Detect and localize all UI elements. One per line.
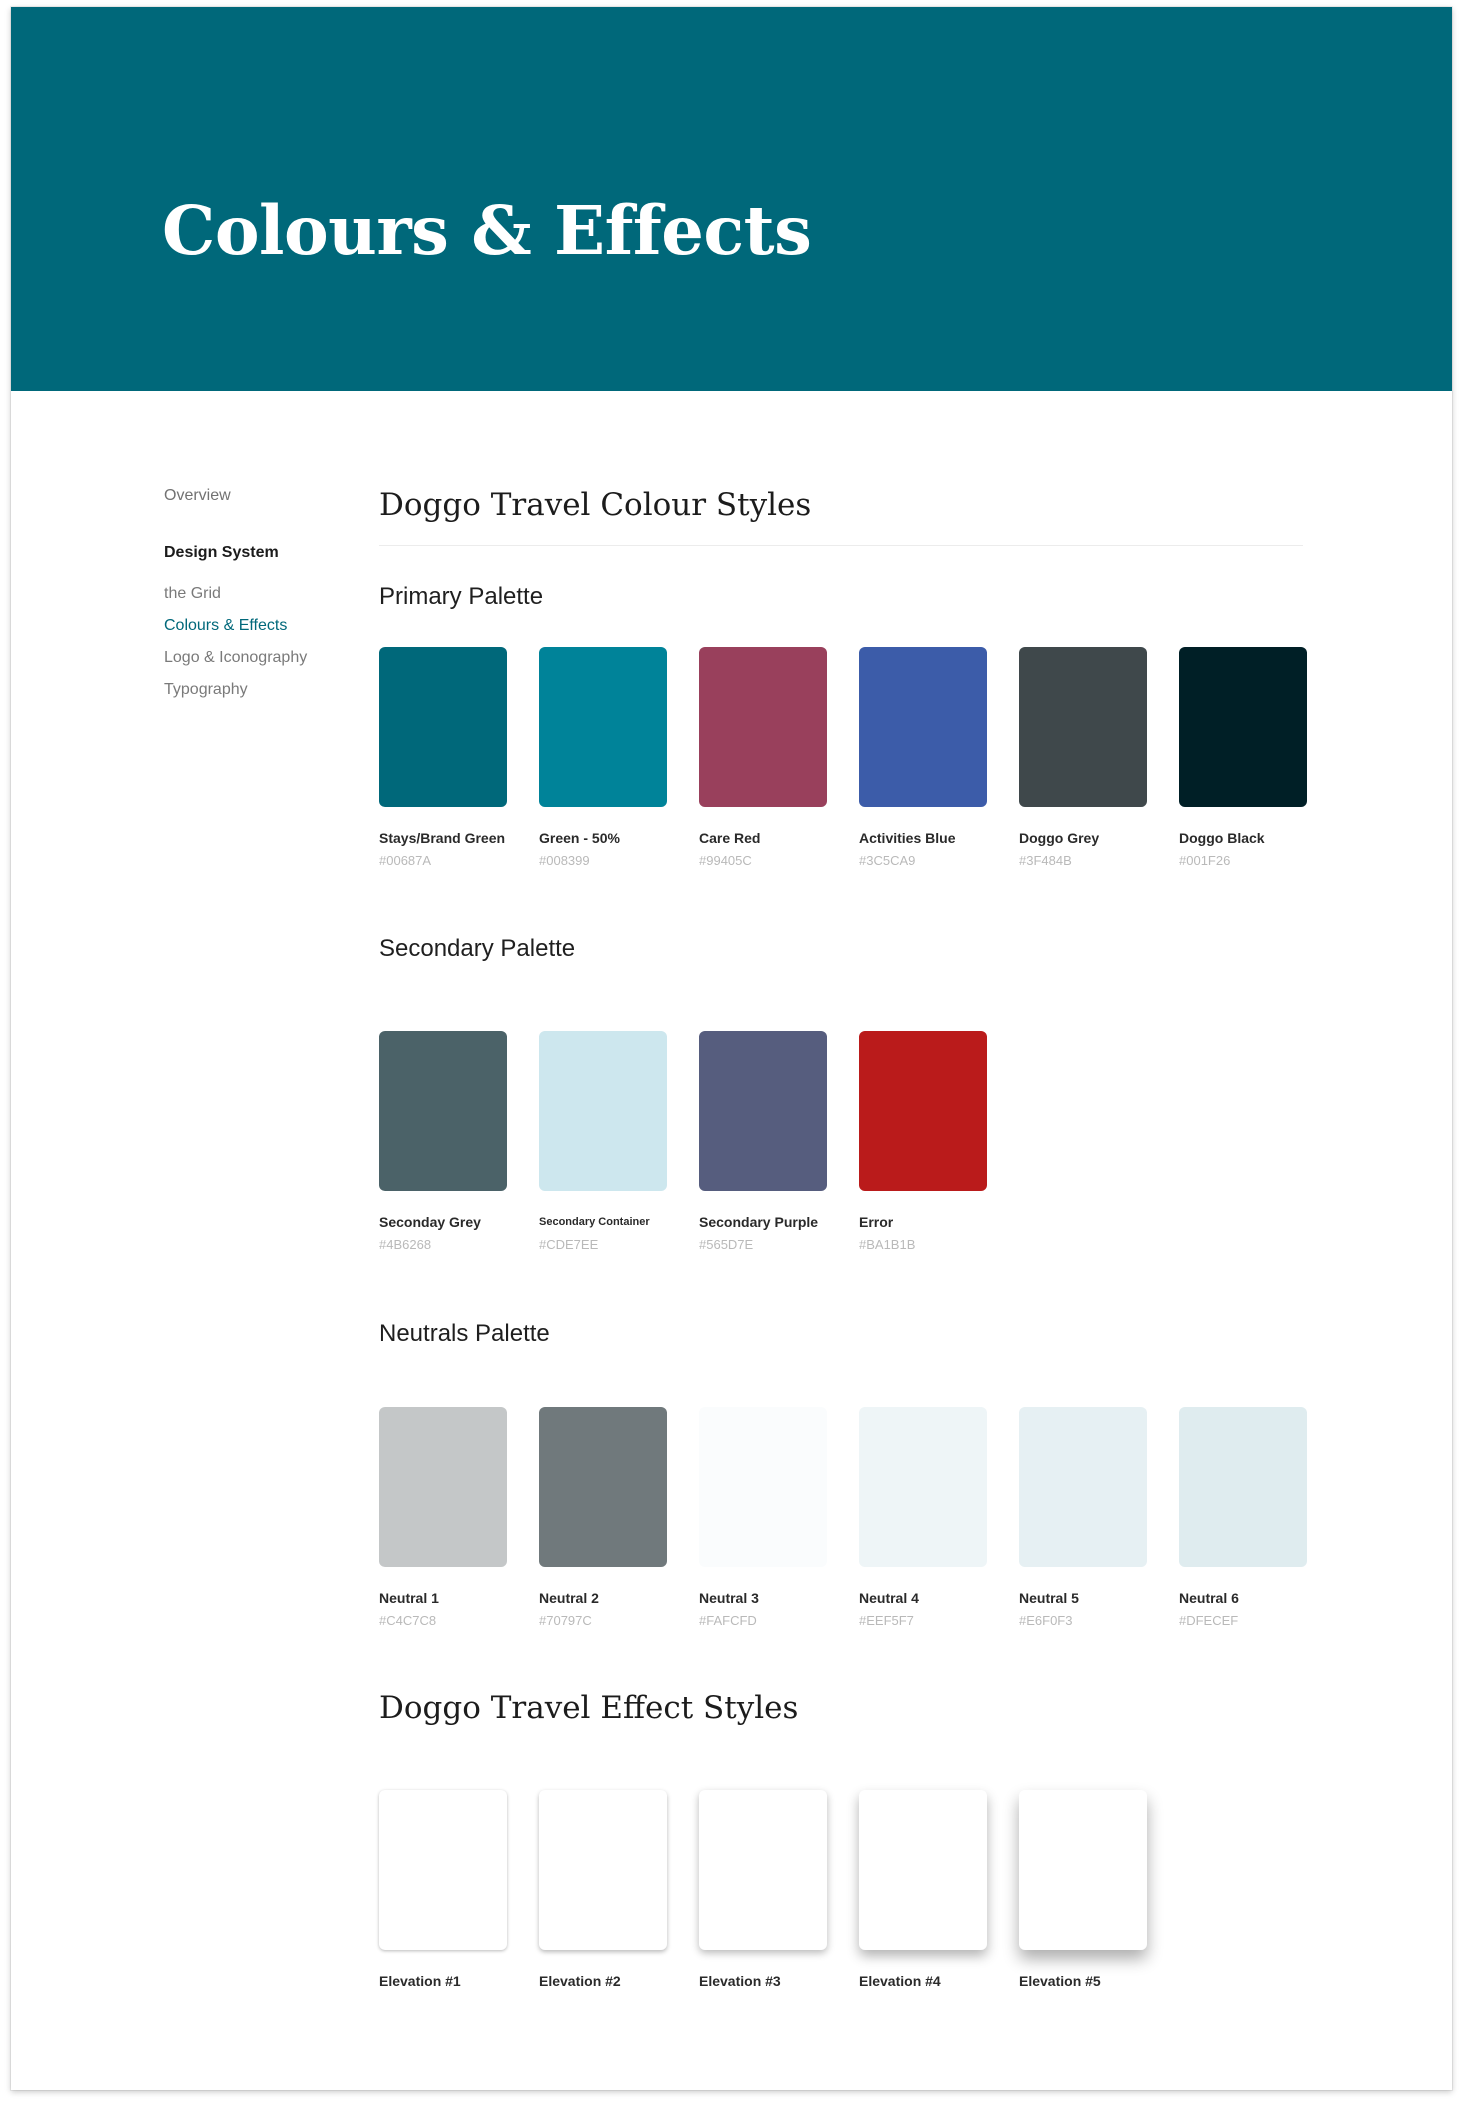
swatch-hex: #00687A [379, 853, 432, 868]
swatch-card [1179, 1407, 1307, 1629]
sidebar-section-title: Design System [164, 544, 279, 561]
colour-swatch[interactable] [1179, 1407, 1307, 1567]
swatch-name: Activities Blue [859, 830, 956, 846]
swatch-hex: #CDE7EE [539, 1237, 599, 1252]
colour-styles-heading: Doggo Travel Colour Styles [379, 487, 812, 523]
swatch-card [379, 1407, 507, 1629]
swatch-card [699, 1407, 827, 1629]
swatch-hex: #3C5CA9 [859, 853, 916, 868]
swatch-name: Secondary Purple [699, 1214, 819, 1230]
swatch-hex: #BA1B1B [859, 1237, 916, 1252]
swatch-card [539, 1407, 667, 1629]
sidebar-item-overview[interactable]: Overview [164, 487, 231, 504]
secondary-palette-row [379, 1031, 1019, 1253]
colour-swatch[interactable] [699, 1407, 827, 1567]
effect-card [539, 1790, 667, 1990]
hero-banner [11, 7, 1452, 391]
colour-swatch[interactable] [379, 1407, 507, 1567]
colour-swatch[interactable] [539, 647, 667, 807]
swatch-card [699, 1031, 827, 1253]
swatch-card [1179, 647, 1307, 869]
swatch-card [699, 647, 827, 869]
swatch-hex: #001F26 [1179, 853, 1231, 868]
swatch-hex: #565D7E [699, 1237, 754, 1252]
swatch-card [379, 1031, 507, 1253]
page [11, 7, 1452, 2090]
swatch-hex: #FAFCFD [699, 1613, 757, 1628]
swatch-name: Neutral 4 [859, 1590, 919, 1606]
effect-name: Elevation #2 [539, 1973, 621, 1989]
swatch-name: Neutral 6 [1179, 1590, 1239, 1606]
primary-palette-row [379, 647, 1339, 869]
sidebar-item-colours-effects[interactable]: Colours & Effects [164, 617, 288, 634]
elevation-sample[interactable] [1019, 1790, 1147, 1950]
neutrals-palette-heading: Neutrals Palette [379, 1320, 550, 1347]
swatch-name: Stays/Brand Green [379, 830, 506, 846]
swatch-hex: #3F484B [1019, 853, 1072, 868]
swatch-hex: #70797C [539, 1613, 592, 1628]
effect-card [379, 1790, 507, 1990]
colour-swatch[interactable] [699, 647, 827, 807]
swatch-name: Error [859, 1214, 894, 1230]
swatch-hex: #C4C7C8 [379, 1613, 437, 1628]
swatch-card [1019, 1407, 1147, 1629]
effect-name: Elevation #1 [379, 1973, 461, 1989]
colour-swatch[interactable] [859, 1031, 987, 1191]
swatch-card [539, 647, 667, 869]
colour-swatch[interactable] [539, 1407, 667, 1567]
sidebar-list [164, 584, 307, 712]
swatch-card [859, 647, 987, 869]
swatch-card [859, 1407, 987, 1629]
colour-swatch[interactable] [539, 1031, 667, 1191]
swatch-name: Neutral 3 [699, 1590, 759, 1606]
elevation-sample[interactable] [379, 1790, 507, 1950]
divider [379, 545, 1303, 546]
swatch-hex: #99405C [699, 853, 752, 868]
swatch-name: Neutral 5 [1019, 1590, 1079, 1606]
colour-swatch[interactable] [859, 1407, 987, 1567]
secondary-palette-heading: Secondary Palette [379, 935, 576, 962]
swatch-card [859, 1031, 987, 1253]
swatch-name: Secondary Container [539, 1216, 650, 1228]
swatch-name: Seconday Grey [379, 1214, 481, 1230]
colour-swatch[interactable] [379, 647, 507, 807]
swatch-card [379, 647, 507, 869]
effect-name: Elevation #5 [1019, 1973, 1101, 1989]
swatch-hex: #4B6268 [379, 1237, 432, 1252]
colour-swatch[interactable] [1019, 1407, 1147, 1567]
effect-card [699, 1790, 827, 1990]
swatch-name: Doggo Black [1179, 830, 1265, 846]
sidebar-item-logo-iconography[interactable]: Logo & Iconography [164, 649, 308, 666]
effect-name: Elevation #3 [699, 1973, 781, 1989]
swatch-name: Neutral 1 [379, 1590, 439, 1606]
effect-name: Elevation #4 [859, 1973, 941, 1989]
swatch-hex: #EEF5F7 [859, 1613, 914, 1628]
swatch-name: Care Red [699, 830, 761, 846]
colour-swatch[interactable] [1019, 647, 1147, 807]
colour-swatch[interactable] [1179, 647, 1307, 807]
swatch-hex: #DFECEF [1179, 1613, 1239, 1628]
colour-swatch[interactable] [379, 1031, 507, 1191]
colour-swatch[interactable] [699, 1031, 827, 1191]
primary-palette-heading: Primary Palette [379, 583, 544, 610]
neutrals-palette-row [379, 1407, 1339, 1629]
elevation-sample[interactable] [859, 1790, 987, 1950]
effect-card [1019, 1790, 1147, 1990]
effects-row [379, 1790, 1179, 1990]
swatch-card [1019, 647, 1147, 869]
swatch-hex: #E6F0F3 [1019, 1613, 1073, 1628]
sidebar-item-typography[interactable]: Typography [164, 681, 248, 698]
colour-swatch[interactable] [859, 647, 987, 807]
swatch-card [539, 1031, 667, 1253]
elevation-sample[interactable] [699, 1790, 827, 1950]
sidebar-item-grid[interactable]: the Grid [164, 585, 221, 602]
effect-styles-heading: Doggo Travel Effect Styles [379, 1690, 799, 1726]
swatch-name: Doggo Grey [1019, 830, 1100, 846]
page-title: Colours & Effects [162, 191, 812, 270]
effect-card [859, 1790, 987, 1990]
swatch-name: Neutral 2 [539, 1590, 599, 1606]
elevation-sample[interactable] [539, 1790, 667, 1950]
swatch-name: Green - 50% [539, 830, 620, 846]
swatch-hex: #008399 [539, 853, 590, 868]
